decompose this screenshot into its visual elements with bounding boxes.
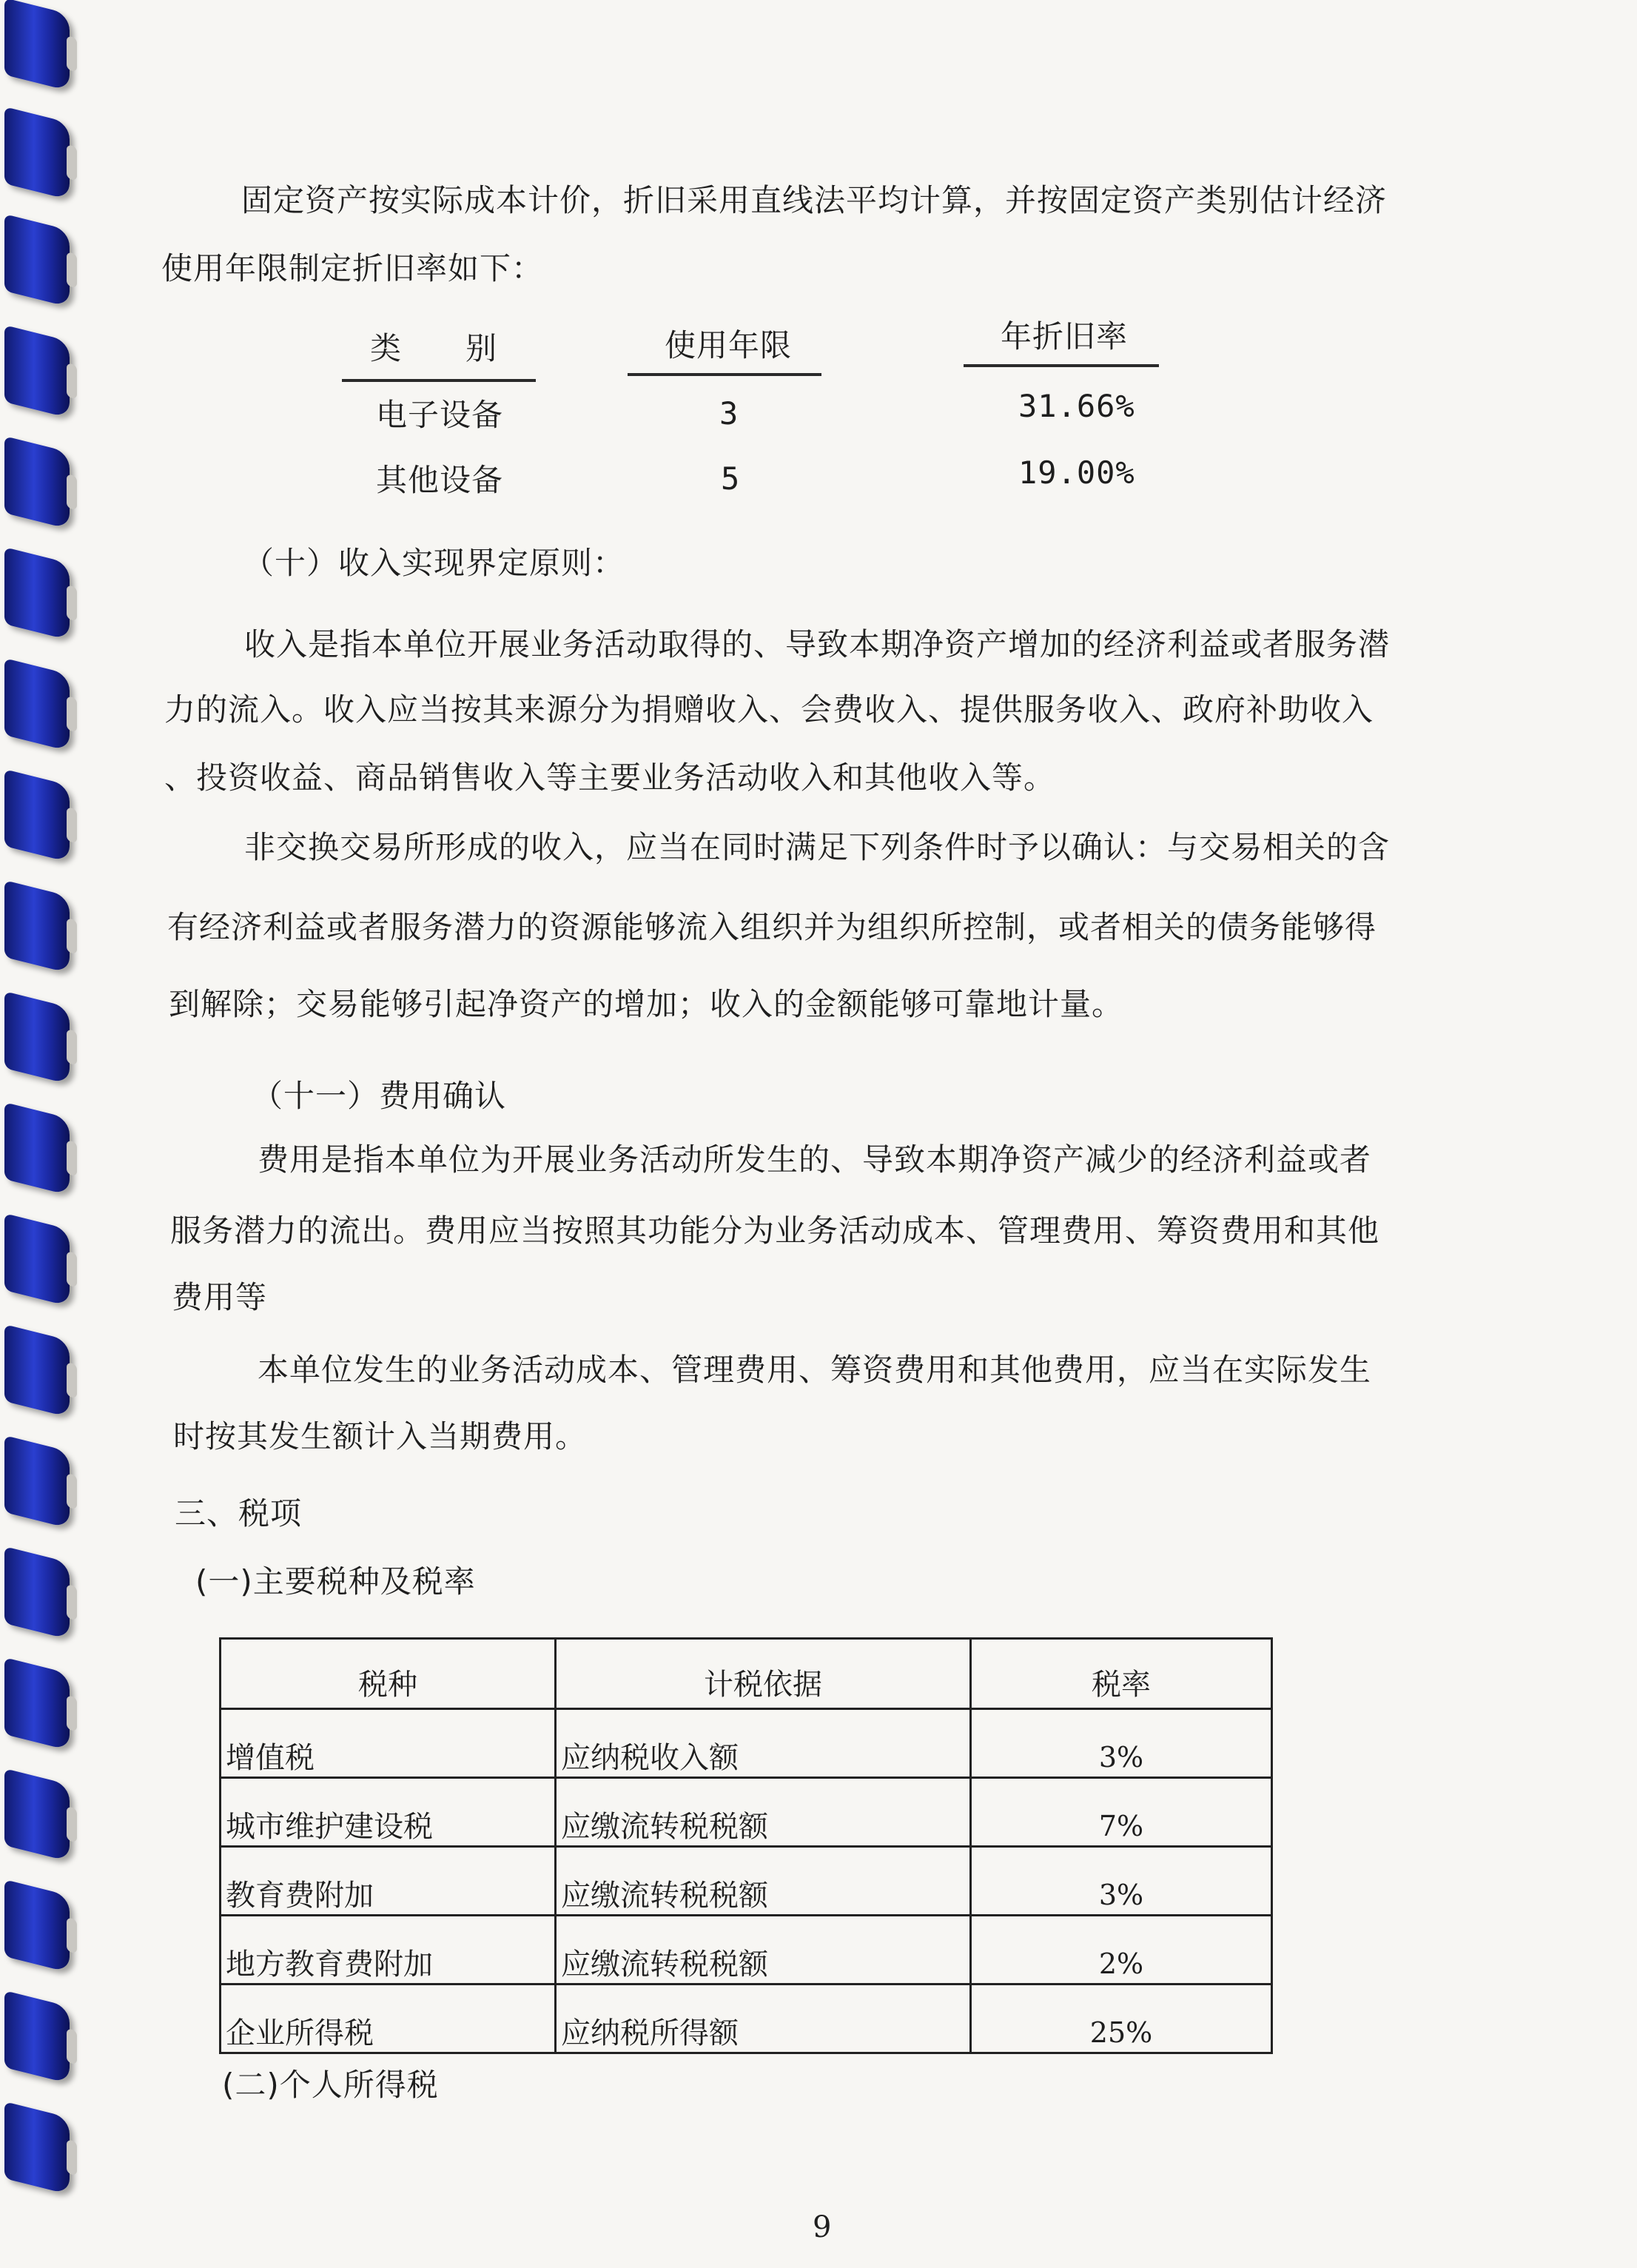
binding-clip [4, 1657, 70, 1751]
header-underline [628, 373, 821, 376]
paragraph-line: 固定资产按实际成本计价，折旧采用直线法平均计算，并按固定资产类别估计经济 [241, 182, 1388, 218]
binding-clip [4, 107, 70, 200]
binding-clip [4, 2101, 70, 2195]
tax-basis-cell: 应纳税所得额 [556, 1984, 971, 2053]
paragraph-line: 费用是指本单位为开展业务活动所发生的、导致本期净资产减少的经济利益或者 [258, 1141, 1372, 1178]
binding-clip [4, 1990, 70, 2084]
tax-type-cell: 地方教育费附加 [221, 1916, 556, 1984]
section-heading: 三、税项 [175, 1495, 303, 1531]
depreciation-years: 3 [719, 395, 739, 432]
binding-clip [4, 1435, 70, 1529]
tax-rate-cell: 3% [971, 1709, 1272, 1778]
binding-clip [4, 1102, 70, 1195]
depreciation-category: 其他设备 [376, 462, 504, 498]
binding-clip [4, 1213, 70, 1306]
binding-clip [4, 991, 70, 1084]
table-header-cell: 计税依据 [556, 1639, 971, 1709]
header-underline [964, 364, 1159, 367]
paragraph-line: 时按其发生额计入当期费用。 [173, 1418, 588, 1455]
table-header-row [221, 1639, 1272, 1709]
section-heading: （十一）费用确认 [252, 1078, 507, 1114]
subsection-heading: (一)主要税种及税率 [195, 1563, 476, 1600]
paragraph-line: 服务潜力的流出。费用应当按照其功能分为业务活动成本、管理费用、筹资费用和其他 [170, 1212, 1380, 1249]
paragraph-line: 到解除；交易能够引起净资产的增加；收入的金额能够可靠地计量。 [169, 986, 1124, 1022]
tax-type-cell: 教育费附加 [221, 1847, 556, 1916]
paragraph-line: 力的流入。收入应当按其来源分为捐赠收入、会费收入、提供服务收入、政府补助收入 [164, 691, 1374, 728]
binding-clip [4, 214, 70, 307]
tax-basis-cell: 应缴流转税税额 [556, 1778, 971, 1847]
table-header-cell: 税种 [221, 1639, 556, 1709]
tax-rate-cell: 25% [971, 1984, 1272, 2053]
binding-clip [4, 1546, 70, 1640]
paragraph-line: 收入是指本单位开展业务活动取得的、导致本期净资产增加的经济利益或者服务潜 [244, 626, 1391, 662]
table-row [221, 1778, 1272, 1847]
tax-type-cell: 城市维护建设税 [221, 1778, 556, 1847]
binding-clip [4, 436, 70, 529]
depreciation-years: 5 [721, 460, 741, 497]
paragraph-line: 费用等 [172, 1279, 268, 1315]
tax-basis-cell: 应纳税收入额 [556, 1709, 971, 1778]
depreciation-rate: 19.00% [1018, 454, 1135, 491]
table-header-cell: 税率 [971, 1639, 1272, 1709]
binding-clip [4, 658, 70, 751]
tax-rate-cell: 2% [971, 1916, 1272, 1984]
header-underline [342, 379, 536, 382]
tax-type-cell: 企业所得税 [221, 1984, 556, 2053]
table-row [221, 1709, 1272, 1778]
subsection-heading: (二)个人所得税 [222, 2067, 439, 2103]
section-heading: （十）收入实现界定原则： [243, 545, 625, 581]
binding-clip [4, 547, 70, 640]
table-row [221, 1916, 1272, 1984]
spiral-binding [0, 0, 89, 2268]
binding-clip [4, 1324, 70, 1418]
binding-clip [4, 880, 70, 973]
depreciation-header-category: 类 别 [370, 330, 498, 366]
depreciation-category: 电子设备 [376, 397, 504, 433]
binding-clip [4, 0, 70, 91]
tax-rate-cell: 3% [971, 1847, 1272, 1916]
binding-clip [4, 1768, 70, 1862]
tax-rate-cell: 7% [971, 1778, 1272, 1847]
tax-basis-cell: 应缴流转税税额 [556, 1847, 971, 1916]
paragraph-line: 非交换交易所形成的收入，应当在同时满足下列条件时予以确认：与交易相关的含 [244, 829, 1391, 865]
depreciation-header-years: 使用年限 [665, 327, 793, 363]
table-row [221, 1984, 1272, 2053]
binding-clip [4, 1879, 70, 1973]
paragraph-line: 使用年限制定折旧率如下： [161, 250, 544, 286]
binding-clip [4, 325, 70, 418]
page-number: 9 [813, 2210, 832, 2244]
tax-type-cell: 增值税 [221, 1709, 556, 1778]
paragraph-line: 本单位发生的业务活动成本、管理费用、筹资费用和其他费用，应当在实际发生 [258, 1352, 1372, 1388]
depreciation-header-rate: 年折旧率 [1001, 318, 1129, 355]
tax-basis-cell: 应缴流转税税额 [556, 1916, 971, 1984]
table-row [221, 1847, 1272, 1916]
paragraph-line: 有经济利益或者服务潜力的资源能够流入组织并为组织所控制，或者相关的债务能够得 [167, 909, 1377, 945]
depreciation-rate: 31.66% [1018, 388, 1135, 424]
paragraph-line: 、投资收益、商品销售收入等主要业务活动收入和其他收入等。 [164, 759, 1056, 796]
tax-table [219, 1637, 1273, 2054]
binding-clip [4, 769, 70, 862]
